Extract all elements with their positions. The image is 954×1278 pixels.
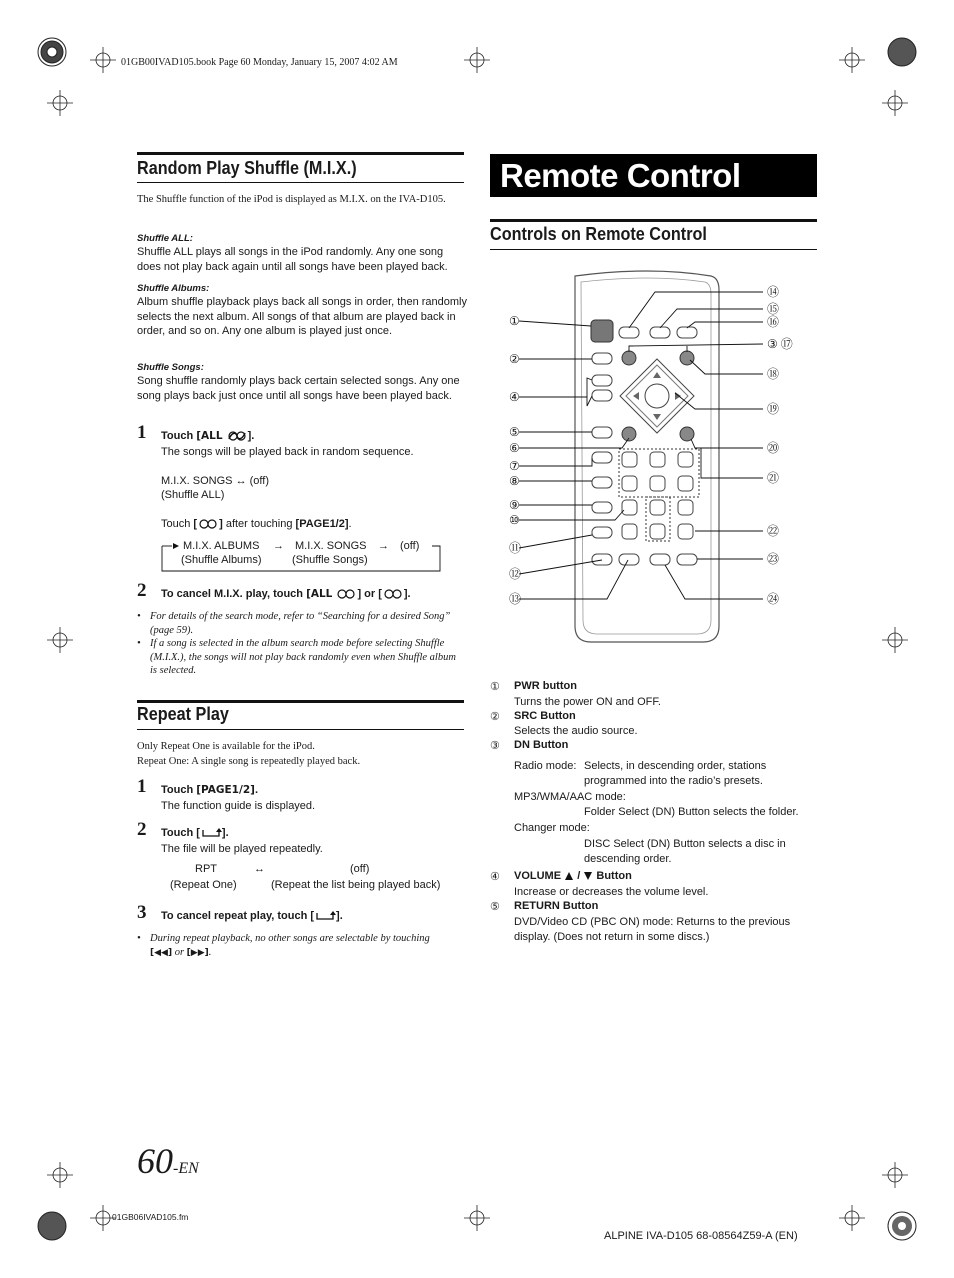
callout-label: ㉒ bbox=[767, 524, 780, 538]
repeat-flow-b: (off) bbox=[350, 863, 370, 875]
repeat-step2: Touch [ ]. bbox=[161, 827, 229, 839]
callout-label: ⑤ bbox=[509, 425, 520, 439]
callout-label: ③ ⑰ bbox=[767, 337, 793, 351]
flow1: M.I.X. SONGS ↔ (off) bbox=[161, 475, 269, 487]
callout-label: ② bbox=[509, 352, 520, 366]
item-number: ② bbox=[490, 711, 500, 723]
item-number: ⑤ bbox=[490, 901, 500, 913]
radio-label: Radio mode: bbox=[514, 760, 577, 772]
step1-instruction: Touch [ALL ]. bbox=[161, 430, 255, 442]
flow2-arrow: → bbox=[378, 540, 389, 552]
item-number: ③ bbox=[490, 740, 500, 752]
flow1-sub: (Shuffle ALL) bbox=[161, 489, 225, 501]
file-name: 01GB06IVAD105.fm bbox=[112, 1212, 189, 1222]
book-info: 01GB00IVAD105.book Page 60 Monday, January 15, 2007 4:02 AM bbox=[121, 57, 398, 68]
shuffle-icon bbox=[382, 588, 404, 600]
radio-text: Selects, in descending order, stations programmed into the radio’s presets. bbox=[584, 760, 767, 787]
repeat-play-title: Repeat Play bbox=[137, 704, 229, 724]
repeat-flow-a: RPT bbox=[195, 863, 217, 875]
random-intro: The Shuffle function of the iPod is displayed as M.I.X. on the IVA-D105. bbox=[137, 194, 446, 205]
repeat-step2-desc: The file will be played repeatedly. bbox=[161, 843, 323, 855]
flow2-b: M.I.X. SONGS bbox=[295, 540, 367, 552]
callout-label: ⑳ bbox=[767, 441, 780, 455]
flow2-b-sub: (Shuffle Songs) bbox=[292, 554, 368, 566]
callout-label: ㉑ bbox=[767, 471, 780, 485]
remote-control-diagram bbox=[505, 268, 795, 668]
callout-label: ⑬ bbox=[509, 592, 522, 606]
shuffle-all-text: Shuffle ALL plays all songs in the iPod randomly. Any one song does not play back again until all songs have been played back. bbox=[137, 246, 448, 273]
repeat-icon bbox=[200, 827, 222, 839]
section-rule bbox=[137, 700, 464, 703]
shuffle-albums-heading: Shuffle Albums: bbox=[137, 283, 210, 294]
shuffle-songs-heading: Shuffle Songs: bbox=[137, 362, 204, 373]
section-rule bbox=[490, 219, 817, 222]
callout-label: ⑲ bbox=[767, 402, 780, 416]
step-number: 2 bbox=[137, 580, 147, 601]
callout-label: ① bbox=[509, 314, 520, 328]
callout-label: ㉔ bbox=[767, 592, 780, 606]
changer-text: DISC Select (DN) Button selects a disc in descending order. bbox=[584, 838, 786, 865]
shuffle-icon bbox=[335, 588, 357, 600]
step1-desc: The songs will be played back in random sequence. bbox=[161, 446, 414, 458]
step2-instruction: To cancel M.I.X. play, touch [ALL ] or [ ]. bbox=[161, 588, 411, 600]
section-rule bbox=[490, 249, 817, 250]
shuffle-icon bbox=[226, 430, 248, 442]
repeat-step3: To cancel repeat play, touch [ ]. bbox=[161, 910, 343, 922]
triangle-up-icon bbox=[564, 871, 574, 881]
mp3-text: Folder Select (DN) Button selects the folder. bbox=[584, 806, 799, 818]
item-number: ① bbox=[490, 681, 500, 693]
repeat-intro2: Repeat One: A single song is repeatedly played back. bbox=[137, 756, 361, 767]
src-title: SRC Button bbox=[514, 710, 576, 722]
flow2-a: M.I.X. ALBUMS bbox=[183, 540, 260, 552]
model-code: ALPINE IVA-D105 68-08564Z59-A (EN) bbox=[604, 1230, 798, 1242]
repeat-step1-desc: The function guide is displayed. bbox=[161, 800, 316, 812]
repeat-icon bbox=[314, 910, 336, 922]
shuffle-icon bbox=[197, 518, 219, 530]
callout-label: ⑭ bbox=[767, 285, 780, 299]
callout-label: ⑫ bbox=[509, 567, 522, 581]
pwr-title: PWR button bbox=[514, 680, 577, 692]
return-title: RETURN Button bbox=[514, 900, 599, 912]
volume-title: VOLUME / Button bbox=[514, 870, 632, 882]
callout-label: ⑱ bbox=[767, 367, 780, 381]
shuffle-albums-text: Album shuffle playback plays back all songs in order, then randomly selects the next album. All songs of that album are played back in order, and so on. Any one album is played just once. bbox=[137, 296, 467, 337]
flow2-arrow: → bbox=[273, 540, 284, 552]
callout-label: ⑮ bbox=[767, 302, 780, 316]
repeat-flow-b-sub: (Repeat the list being played back) bbox=[271, 879, 441, 891]
flow2-c: (off) bbox=[400, 540, 420, 552]
callout-label: ⑨ bbox=[509, 498, 520, 512]
return-desc: DVD/Video CD (PBC ON) mode: Returns to the previous display. (Does not return in some discs.) bbox=[514, 916, 791, 943]
callout-label: ⑧ bbox=[509, 474, 520, 488]
note: • For details of the search mode, refer to “Searching for a desired Song” (page 59). • If a song is selected in the album search mode before selecting Shuffle (M.I.X.), the songs will not play back randomly even when Shuffle album is selected. bbox=[137, 611, 456, 676]
volume-desc: Increase or decreases the volume level. bbox=[514, 886, 709, 898]
repeat-flow-arrow: ↔ bbox=[254, 863, 265, 875]
controls-subtitle: Controls on Remote Control bbox=[490, 224, 707, 244]
callout-label: ⑦ bbox=[509, 459, 520, 473]
step-number: 2 bbox=[137, 819, 147, 840]
touch-after: Touch [ ] after touching [PAGE1/2]. bbox=[161, 518, 352, 530]
repeat-intro1: Only Repeat One is available for the iPod. bbox=[137, 741, 315, 752]
repeat-flow-a-sub: (Repeat One) bbox=[170, 879, 237, 891]
shuffle-all-heading: Shuffle ALL: bbox=[137, 233, 193, 244]
page-number: 60-EN bbox=[137, 1141, 199, 1181]
callout-label: ㉓ bbox=[767, 552, 780, 566]
repeat-note: • During repeat playback, no other songs are selectable by touching [◀◀] or [▶▶]. bbox=[137, 933, 430, 958]
section-rule bbox=[137, 152, 464, 155]
triangle-down-icon bbox=[583, 871, 593, 881]
shuffle-songs-text: Song shuffle randomly plays back certain selected songs. Any one song plays back just once until all songs have been played back. bbox=[137, 375, 460, 402]
step-number: 3 bbox=[137, 902, 147, 923]
callout-label: ④ bbox=[509, 390, 520, 404]
step-number: 1 bbox=[137, 422, 147, 443]
title-banner bbox=[490, 154, 817, 197]
remote-control-title: Remote Control bbox=[500, 157, 741, 194]
flow2-a-sub: (Shuffle Albums) bbox=[181, 554, 262, 566]
src-desc: Selects the audio source. bbox=[514, 725, 638, 737]
dn-title: DN Button bbox=[514, 739, 569, 751]
pwr-desc: Turns the power ON and OFF. bbox=[514, 696, 661, 708]
callout-label: ⑯ bbox=[767, 315, 780, 329]
section-rule bbox=[137, 182, 464, 183]
changer-label: Changer mode: bbox=[514, 822, 590, 834]
random-play-title: Random Play Shuffle (M.I.X.) bbox=[137, 158, 357, 178]
section-rule bbox=[137, 729, 464, 730]
mp3-label: MP3/WMA/AAC mode: bbox=[514, 791, 626, 803]
step-number: 1 bbox=[137, 776, 147, 797]
callout-label: ⑪ bbox=[509, 541, 522, 555]
callout-label: ⑥ bbox=[509, 441, 520, 455]
item-number: ④ bbox=[490, 871, 500, 883]
repeat-step1: Touch [PAGE1/2]. bbox=[161, 784, 258, 796]
callout-label: ⑩ bbox=[509, 513, 520, 527]
